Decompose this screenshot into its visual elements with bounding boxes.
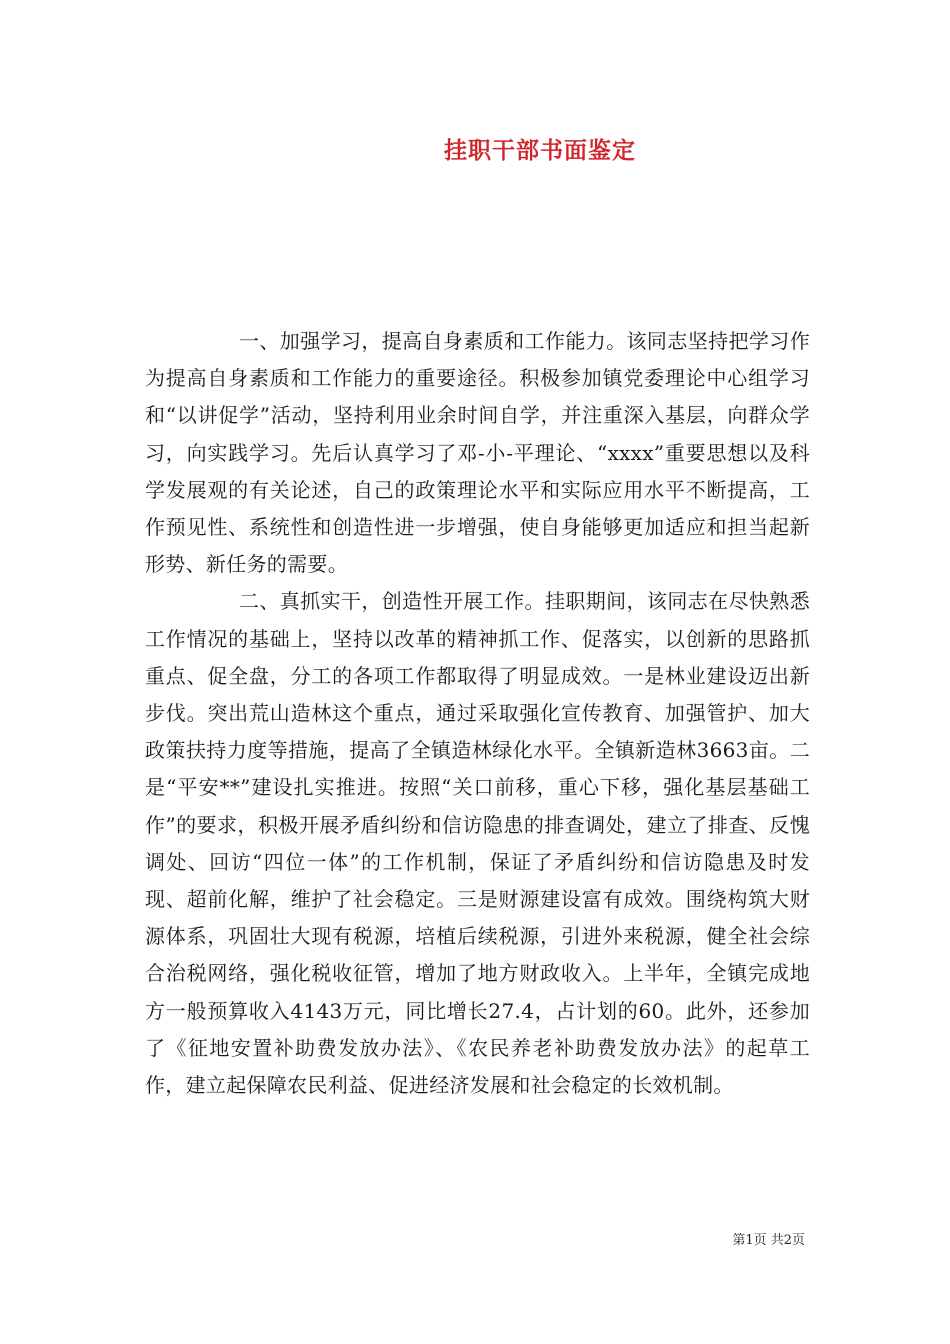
page-number: 第1页 共2页 [732,1233,805,1248]
document-body [145,323,810,1104]
paragraph-work: 二、真抓实干，创造性开展工作。挂职期间，该同志在尽快熟悉工作情况的基础上，坚持以改革的精神抓工作、促落实，以创新的思路抓重点、促全盘，分工的各项工作都取得了明显成效。一是林业建设迈出新步伐。突出荒山造林这个重点，通过采取强化宣传教育、加强管护、加大政策扶持力度等措施，提高了全镇造林绿化水平。全镇新造林3663亩。二是“平安**”建设扎实推进。按照“关口前移，重心下移，强化基层基础工作”的要求，积极开展矛盾纠纷和信访隐患的排查调处，建立了排查、反愧调处、回访“四位一体”的工作机制，保证了矛盾纠纷和信访隐患及时发现、超前化解，维护了社会稳定。三是财源建设富有成效。围绕构筑大财源体系，巩固壮大现有税源，培植后续税源，引进外来税源，健全社会综合治税网络，强化税收征管，增加了地方财政收入。上半年，全镇完成地方一般预算收入4143万元，同比增长27.4，占计划的60。此外，还参加了《征地安置补助费发放办法》、《农民养老补助费发放办法》的起草工作，建立起保障农民利益、促进经济发展和社会稳定的长效机制。 [145,589,810,1098]
document-title: 挂职干部书面鉴定 [444,138,636,164]
paragraph-study: 一、加强学习，提高自身素质和工作能力。该同志坚持把学习作为提高自身素质和工作能力的重要途径。积极参加镇党委理论中心组学习和“以讲促学”活动，坚持利用业余时间自学，并注重深入基层，向群众学习，向实践学习。先后认真学习了邓-小-平理论、“xxxx”重要思想以及科学发展观的有关论述，自己的政策理论水平和实际应用水平不断提高，工作预见性、系统性和创造性进一步增强，使自身能够更加适应和担当起新形势、新任务的需要。 [145,329,810,577]
